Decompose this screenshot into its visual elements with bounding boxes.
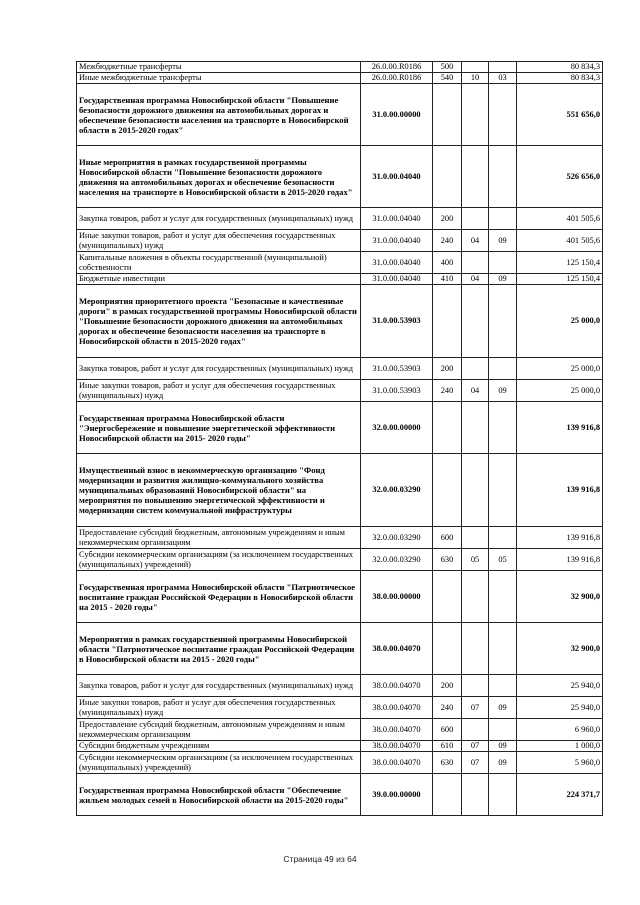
row-subsection-cell	[489, 252, 517, 274]
row-name-cell: Иные закупки товаров, работ и услуг для обеспечения государственных (муниципальных) нужд	[77, 697, 361, 719]
row-code-cell: 38.0.00.04070	[361, 752, 433, 774]
page-footer: Страница 49 из 64	[283, 854, 357, 864]
row-section-cell	[462, 62, 489, 73]
row-sum-cell: 25 940,0	[517, 675, 603, 697]
row-expense-type-cell: 240	[433, 380, 462, 402]
row-section-cell	[462, 675, 489, 697]
table-row	[77, 741, 603, 752]
row-section-cell	[462, 402, 489, 454]
row-name-cell: Государственная программа Новосибирской области "Обеспечение жильем молодых семей в Новосибирской области на 2015-2020 годы"	[77, 774, 361, 816]
row-subsection-cell	[489, 358, 517, 380]
row-name-cell: Мероприятия приоритетного проекта "Безопасные и качественные дороги" в рамках государственной программы Новосибирской области "Повышение безопасности дорожного движения на автомобильных дорогах и обеспечение безопасности населения на транспорте в Новосибирской области в 2015-2020 годах"	[77, 285, 361, 358]
row-section-cell: 07	[462, 741, 489, 752]
row-code-cell: 31.0.00.04040	[361, 208, 433, 230]
row-name-cell: Иные мероприятия в рамках государственной программы Новосибирской области "Повышение безопасности дорожного движения на автомобильных дорогах и обеспечение безопасности населения на транспорте в Новосибирской области в 2015-2020 годах"	[77, 146, 361, 208]
row-expense-type-cell: 500	[433, 62, 462, 73]
row-subsection-cell	[489, 571, 517, 623]
row-section-cell	[462, 571, 489, 623]
row-name-cell: Капитальные вложения в объекты государственной (муниципальной) собственности	[77, 252, 361, 274]
row-sum-cell: 32 900,0	[517, 623, 603, 675]
row-subsection-cell	[489, 146, 517, 208]
row-expense-type-cell: 240	[433, 697, 462, 719]
row-expense-type-cell	[433, 84, 462, 146]
table-row	[77, 73, 603, 84]
row-sum-cell: 125 150,4	[517, 252, 603, 274]
row-code-cell: 38.0.00.04070	[361, 741, 433, 752]
row-sum-cell: 139 916,8	[517, 402, 603, 454]
row-name-cell: Закупка товаров, работ и услуг для государственных (муниципальных) нужд	[77, 208, 361, 230]
row-expense-type-cell: 610	[433, 741, 462, 752]
table-row	[77, 527, 603, 549]
row-name-cell: Имущественный взнос в некоммерческую организацию "Фонд модернизации и развития жилищно-коммунального хозяйства муниципальных образований Новосибирской области" на мероприятия по повышению энергетической эффективности и модернизации систем коммунальной инфраструктуры	[77, 454, 361, 527]
row-code-cell: 39.0.00.00000	[361, 774, 433, 816]
row-name-cell: Закупка товаров, работ и услуг для государственных (муниципальных) нужд	[77, 358, 361, 380]
row-code-cell: 38.0.00.04070	[361, 697, 433, 719]
row-code-cell: 32.0.00.03290	[361, 527, 433, 549]
row-section-cell	[462, 358, 489, 380]
row-section-cell	[462, 774, 489, 816]
row-expense-type-cell	[433, 402, 462, 454]
row-name-cell: Иные закупки товаров, работ и услуг для обеспечения государственных (муниципальных) нужд	[77, 380, 361, 402]
table-row	[77, 208, 603, 230]
table-row	[77, 230, 603, 252]
row-code-cell: 38.0.00.04070	[361, 719, 433, 741]
row-section-cell	[462, 285, 489, 358]
row-expense-type-cell	[433, 285, 462, 358]
row-subsection-cell	[489, 62, 517, 73]
table-row	[77, 719, 603, 741]
row-expense-type-cell: 200	[433, 208, 462, 230]
row-expense-type-cell: 540	[433, 73, 462, 84]
row-sum-cell: 551 656,0	[517, 84, 603, 146]
table-row	[77, 62, 603, 73]
row-expense-type-cell	[433, 774, 462, 816]
row-name-cell: Государственная программа Новосибирской области "Энергосбережение и повышение энергетической эффективности Новосибирской области на 2015- 2020 годы"	[77, 402, 361, 454]
row-code-cell: 26.0.00.R0186	[361, 62, 433, 73]
row-expense-type-cell	[433, 571, 462, 623]
row-expense-type-cell	[433, 623, 462, 675]
row-name-cell: Межбюджетные трансферты	[77, 62, 361, 73]
row-code-cell: 26.0.00.R0186	[361, 73, 433, 84]
row-subsection-cell: 09	[489, 741, 517, 752]
row-name-cell: Иные межбюджетные трансферты	[77, 73, 361, 84]
row-sum-cell: 5 960,0	[517, 752, 603, 774]
row-expense-type-cell: 240	[433, 230, 462, 252]
row-subsection-cell	[489, 527, 517, 549]
row-name-cell: Иные закупки товаров, работ и услуг для обеспечения государственных (муниципальных) нужд	[77, 230, 361, 252]
table-row	[77, 571, 603, 623]
row-subsection-cell	[489, 285, 517, 358]
table-row	[77, 285, 603, 358]
row-section-cell: 04	[462, 380, 489, 402]
row-code-cell: 31.0.00.04040	[361, 230, 433, 252]
row-expense-type-cell: 600	[433, 527, 462, 549]
table-row	[77, 358, 603, 380]
row-name-cell: Субсидии бюджетным учреждениям	[77, 741, 361, 752]
row-code-cell: 38.0.00.04070	[361, 675, 433, 697]
table-row	[77, 675, 603, 697]
table-row	[77, 623, 603, 675]
row-section-cell: 04	[462, 230, 489, 252]
row-section-cell	[462, 146, 489, 208]
row-sum-cell: 25 940,0	[517, 697, 603, 719]
row-code-cell: 31.0.00.53903	[361, 380, 433, 402]
row-section-cell: 05	[462, 549, 489, 571]
table-row	[77, 84, 603, 146]
row-code-cell: 31.0.00.53903	[361, 358, 433, 380]
row-name-cell: Предоставление субсидий бюджетным, автономным учреждениям и иным некоммерческим организациям	[77, 527, 361, 549]
table-row	[77, 402, 603, 454]
row-subsection-cell: 03	[489, 73, 517, 84]
row-section-cell: 07	[462, 697, 489, 719]
row-sum-cell: 401 505,6	[517, 230, 603, 252]
row-expense-type-cell: 410	[433, 274, 462, 285]
row-name-cell: Закупка товаров, работ и услуг для государственных (муниципальных) нужд	[77, 675, 361, 697]
table-row	[77, 549, 603, 571]
row-section-cell: 04	[462, 274, 489, 285]
row-code-cell: 31.0.00.53903	[361, 285, 433, 358]
row-subsection-cell: 09	[489, 380, 517, 402]
row-expense-type-cell	[433, 146, 462, 208]
row-subsection-cell: 09	[489, 230, 517, 252]
row-section-cell	[462, 208, 489, 230]
row-section-cell	[462, 454, 489, 527]
row-sum-cell: 80 834,3	[517, 73, 603, 84]
row-sum-cell: 25 000,0	[517, 380, 603, 402]
table-row	[77, 274, 603, 285]
row-sum-cell: 125 150,4	[517, 274, 603, 285]
table-row	[77, 252, 603, 274]
row-section-cell	[462, 719, 489, 741]
row-section-cell	[462, 527, 489, 549]
table-row	[77, 454, 603, 527]
row-sum-cell: 80 834,3	[517, 62, 603, 73]
row-code-cell: 31.0.00.04040	[361, 274, 433, 285]
table-row	[77, 146, 603, 208]
row-subsection-cell	[489, 402, 517, 454]
budget-table	[76, 61, 603, 816]
row-name-cell: Субсидии некоммерческим организациям (за исключением государственных (муниципальных) учреждений)	[77, 549, 361, 571]
row-subsection-cell	[489, 454, 517, 527]
row-code-cell: 31.0.00.00000	[361, 84, 433, 146]
row-section-cell	[462, 84, 489, 146]
row-section-cell: 07	[462, 752, 489, 774]
row-subsection-cell: 05	[489, 549, 517, 571]
row-name-cell: Государственная программа Новосибирской области "Повышение безопасности дорожного движения на автомобильных дорогах и обеспечение безопасности населения на транспорте в Новосибирской области в 2015-2020 годах"	[77, 84, 361, 146]
table-row	[77, 380, 603, 402]
row-code-cell: 38.0.00.04070	[361, 623, 433, 675]
row-subsection-cell	[489, 208, 517, 230]
row-name-cell: Государственная программа Новосибирской области "Патриотическое воспитание граждан Российской Федерации в Новосибирской области на 2015 - 2020 годы"	[77, 571, 361, 623]
row-expense-type-cell: 600	[433, 719, 462, 741]
row-subsection-cell: 09	[489, 274, 517, 285]
row-expense-type-cell: 630	[433, 752, 462, 774]
row-code-cell: 38.0.00.00000	[361, 571, 433, 623]
row-subsection-cell	[489, 719, 517, 741]
row-name-cell: Предоставление субсидий бюджетным, автономным учреждениям и иным некоммерческим организациям	[77, 719, 361, 741]
row-sum-cell: 139 916,8	[517, 527, 603, 549]
table-row	[77, 697, 603, 719]
row-sum-cell: 25 000,0	[517, 285, 603, 358]
row-sum-cell: 139 916,8	[517, 549, 603, 571]
row-sum-cell: 224 371,7	[517, 774, 603, 816]
table-row	[77, 774, 603, 816]
row-section-cell: 10	[462, 73, 489, 84]
row-section-cell	[462, 623, 489, 675]
row-sum-cell: 139 916,8	[517, 454, 603, 527]
row-sum-cell: 6 960,0	[517, 719, 603, 741]
row-expense-type-cell: 630	[433, 549, 462, 571]
row-sum-cell: 526 656,0	[517, 146, 603, 208]
row-subsection-cell: 09	[489, 697, 517, 719]
row-subsection-cell: 09	[489, 752, 517, 774]
row-expense-type-cell: 400	[433, 252, 462, 274]
row-code-cell: 32.0.00.03290	[361, 454, 433, 527]
row-sum-cell: 401 505,6	[517, 208, 603, 230]
row-name-cell: Субсидии некоммерческим организациям (за исключением государственных (муниципальных) учреждений)	[77, 752, 361, 774]
row-expense-type-cell: 200	[433, 358, 462, 380]
row-code-cell: 31.0.00.04040	[361, 146, 433, 208]
row-section-cell	[462, 252, 489, 274]
row-name-cell: Мероприятия в рамках государственной программы Новосибирской области "Патриотическое воспитание граждан Российской Федерации в Новосибирской области на 2015 - 2020 годы"	[77, 623, 361, 675]
row-expense-type-cell: 200	[433, 675, 462, 697]
row-sum-cell: 25 000,0	[517, 358, 603, 380]
budget-table-body	[77, 62, 603, 816]
row-subsection-cell	[489, 675, 517, 697]
row-name-cell: Бюджетные инвестиции	[77, 274, 361, 285]
row-code-cell: 31.0.00.04040	[361, 252, 433, 274]
row-subsection-cell	[489, 84, 517, 146]
row-expense-type-cell	[433, 454, 462, 527]
row-subsection-cell	[489, 623, 517, 675]
row-sum-cell: 1 000,0	[517, 741, 603, 752]
row-sum-cell: 32 900,0	[517, 571, 603, 623]
row-subsection-cell	[489, 774, 517, 816]
row-code-cell: 32.0.00.03290	[361, 549, 433, 571]
table-row	[77, 752, 603, 774]
row-code-cell: 32.0.00.00000	[361, 402, 433, 454]
